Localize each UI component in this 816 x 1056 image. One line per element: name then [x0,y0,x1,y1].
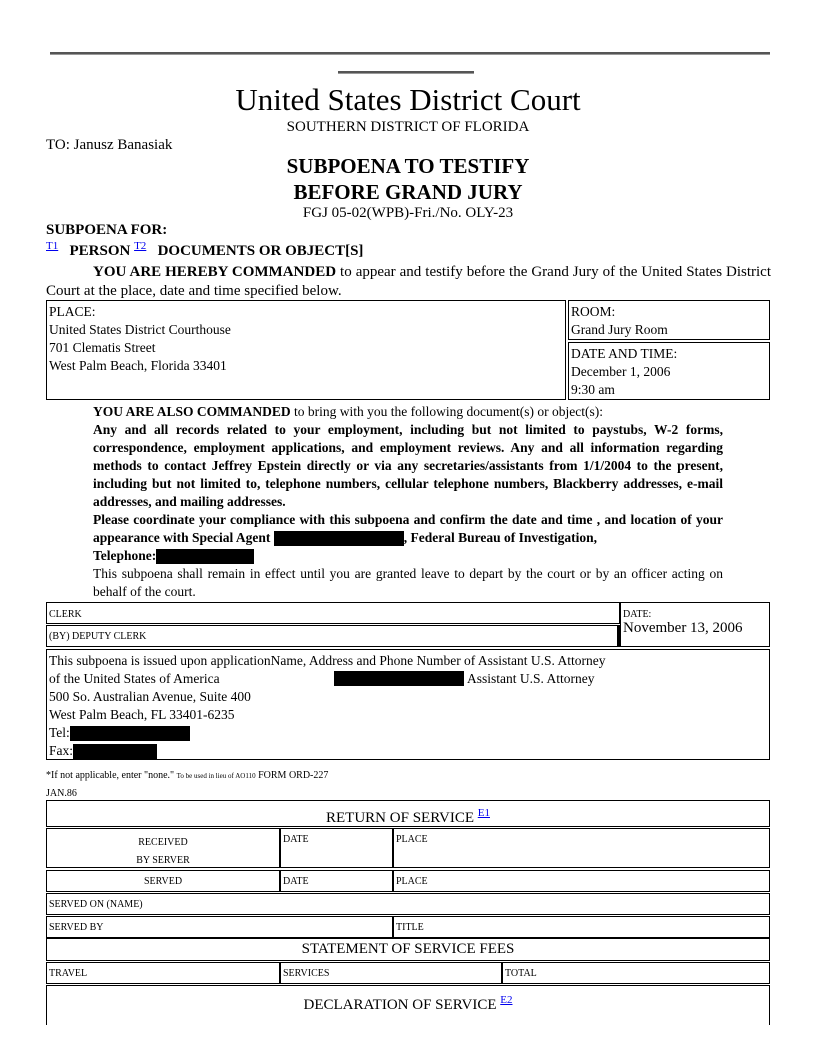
option-documents: DOCUMENTS OR OBJECT[S] [157,243,364,259]
attorney-box [46,649,770,760]
redacted-telephone [156,549,254,564]
footnote-link-e2[interactable]: E2 [500,994,513,1006]
total-label: TOTAL [505,968,537,979]
received-by-server-cell [46,828,280,868]
clerk-box [46,602,620,624]
served-place-cell [393,870,770,892]
place-line3: West Palm Beach, Florida 33401 [49,358,227,373]
attorney-title: Assistant U.S. Attorney [467,671,595,686]
room-label: ROOM: [571,304,616,319]
by-server-label: BY SERVER [136,855,190,866]
served-cell [46,870,280,892]
served-date-label: DATE [283,876,309,887]
coordinate-paragraph [93,511,723,565]
subpoena-title-line1: SUBPOENA TO TESTIFY [286,154,530,178]
declaration-header [46,985,770,1025]
redacted-attorney-name [334,671,464,686]
command-lead: YOU ARE HEREBY COMMANDED [93,264,337,280]
also-lead: YOU ARE ALSO COMMANDED [93,404,291,419]
deputy-clerk-label: (BY) DEPUTY CLERK [49,631,147,642]
attorney-address1: 500 So. Australian Avenue, Suite 400 [49,689,251,704]
attorney-fax-row [49,742,767,760]
datetime-time: 9:30 am [571,382,615,397]
subpoena-title-line2: BEFORE GRAND JURY [293,180,523,204]
tel-label: Tel: [49,725,70,740]
footnote-link-t2[interactable]: T2 [134,240,147,252]
served-on-label: SERVED ON (NAME) [49,899,143,910]
received-label: RECEIVED [138,837,188,848]
datetime-label: DATE AND TIME: [571,346,678,361]
datetime-box [568,342,770,400]
command-paragraph [46,263,771,301]
received-place-label: PLACE [396,834,428,845]
clerk-date-box [620,602,770,647]
also-intro [93,403,723,421]
clerk-date-value: November 13, 2006 [623,620,743,636]
services-cell [280,962,502,984]
telephone-label: Telephone: [93,548,157,563]
footnote-note: *If not applicable, enter "none." [46,770,175,781]
option-person: PERSON [69,243,131,259]
case-number: FGJ 05-02(WPB)-Fri./No. OLY-23 [302,205,514,221]
place-box [46,300,566,400]
subpoena-for-label: SUBPOENA FOR: [46,222,168,238]
place-label: PLACE: [49,304,96,319]
to-label: TO: [46,137,70,153]
title-cell [393,916,770,938]
recipient-line [46,137,172,154]
title-label: TITLE [396,922,424,933]
footnote-tiny: To be used in lieu of AO110 [176,772,256,780]
return-of-service-header [46,800,770,827]
redacted-tel [70,726,190,741]
also-text: to bring with you the following document(s) or object(s): [290,404,603,419]
declaration-title: DECLARATION OF SERVICE [303,997,497,1013]
header-rule-short [338,71,474,74]
records-request: Any and all records related to your employment, including but not limited to paystubs, W-2 forms, correspondence, employment applications, and employment reviews. Any and all information regarding methods to contact Jeffrey Epstein directly or via any secretaries/assistants from 1/1/2004 to the present, including but not limited to, telephone numbers, cellular telephone numbers, Blackberry addresses, e-mail addresses, and mailing addresses. [93,422,723,509]
form-number: FORM ORD-227 [258,770,329,781]
coordinate-pre: Please coordinate your compliance with this subpoena and confirm the date and time , and location of your appearance with Special Agent [93,512,723,545]
datetime-date: December 1, 2006 [571,364,671,379]
attorney-line1: This subpoena is issued upon applicationName, Address and Phone Number of Assistant U.S. Attorney [49,653,606,668]
room-value: Grand Jury Room [571,322,668,337]
redacted-fax [73,744,157,759]
clerk-date-label: DATE: [623,609,652,620]
form-footnote [46,767,328,803]
footnote-link-t1[interactable]: T1 [46,240,59,252]
travel-label: TRAVEL [49,968,88,979]
total-cell [502,962,770,984]
court-title: United States District Court [235,82,581,117]
header-rule-top [50,52,770,55]
form-date: JAN.86 [46,788,77,799]
service-fees-header [46,938,770,961]
deputy-clerk-box [46,625,620,647]
served-on-cell [46,893,770,915]
recipient-name: Janusz Banasiak [73,137,173,153]
clerk-label: CLERK [49,609,82,620]
place-line2: 701 Clematis Street [49,340,156,355]
attorney-address2: West Palm Beach, FL 33401-6235 [49,707,235,722]
served-date-cell [280,870,393,892]
services-label: SERVICES [283,968,330,979]
received-date-label: DATE [283,834,309,845]
redacted-agent-name [274,531,404,546]
received-date-cell [280,828,393,868]
coordinate-post: , Federal Bureau of Investigation, [403,530,597,545]
command-text: to appear and testify before the Grand Jury of the United States District Court at the place, date and time specified below. [46,264,771,299]
service-fees-title: STATEMENT OF SERVICE FEES [301,941,515,957]
served-by-cell [46,916,393,938]
served-label: SERVED [143,876,183,887]
return-of-service-title: RETURN OF SERVICE [326,810,474,826]
fax-label: Fax: [49,743,74,758]
travel-cell [46,962,280,984]
district-name: SOUTHERN DISTRICT OF FLORIDA [286,119,530,135]
received-place-cell [393,828,770,868]
subpoena-for-options [46,240,363,260]
room-box [568,300,770,340]
place-line1: United States District Courthouse [49,322,231,337]
footnote-link-e1[interactable]: E1 [477,807,490,819]
served-by-label: SERVED BY [49,922,104,933]
served-place-label: PLACE [396,876,428,887]
attorney-line2: of the United States of America [49,671,220,686]
attorney-line2-row [49,670,767,688]
also-commanded-section [93,403,723,601]
remain-paragraph: This subpoena shall remain in effect until you are granted leave to depart by the court or by an officer acting on behalf of the court. [93,566,723,599]
attorney-tel-row [49,724,767,742]
